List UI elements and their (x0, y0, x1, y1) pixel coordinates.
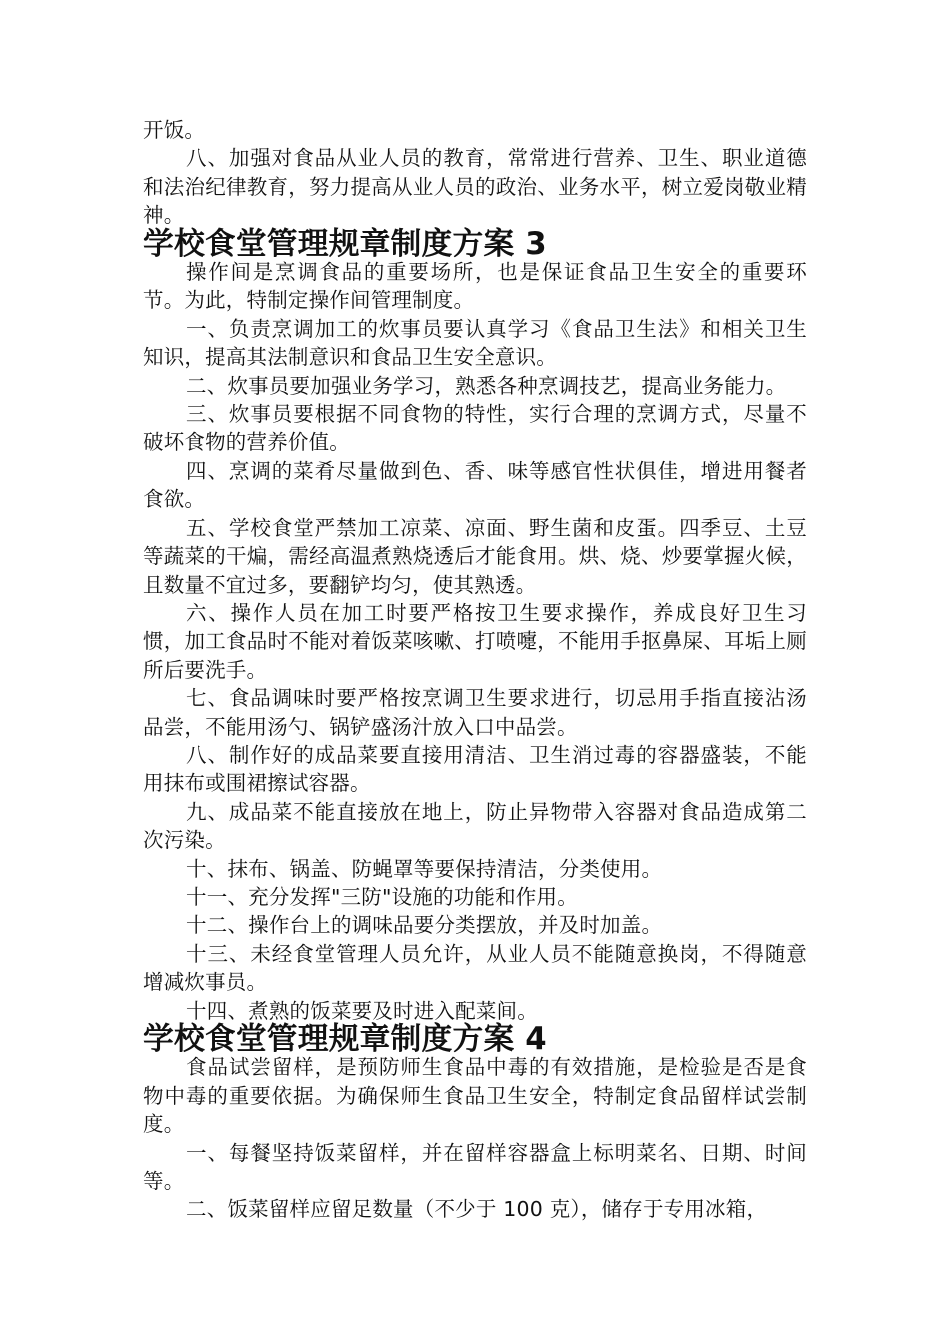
paragraph-continuation: 开饭。 (143, 118, 206, 142)
paragraph-item-5: 五、学校食堂严禁加工凉菜、凉面、野生菌和皮蛋。四季豆、土豆等蔬菜的干煸，需经高温煮熟烧透后才能食用。烘、烧、炒要掌握火候，且数量不宜过多，要翻铲均匀，使其熟透。 (143, 515, 807, 597)
paragraph-item-10: 十、抹布、锅盖、防蝇罩等要保持清洁，分类使用。 (186, 856, 663, 881)
section-heading-4: 学校食堂管理规章制度方案 4 (143, 1021, 547, 1057)
paragraph-item-7: 七、食品调味时要严格按烹调卫生要求进行，切忌用手指直接沾汤品尝，不能用汤勺、锅铲盛汤汁放入口中品尝。 (143, 686, 807, 739)
paragraph-item-2: 二、炊事员要加强业务学习，熟悉各种烹调技艺，提高业务能力。 (186, 373, 787, 398)
paragraph-item-14: 十四、煮熟的饭菜要及时进入配菜间。 (186, 998, 538, 1023)
paragraph-item-3: 三、炊事员要根据不同食物的特性，实行合理的烹调方式，尽量不破坏食物的营养价值。 (143, 402, 807, 455)
paragraph-item-13: 十三、未经食堂管理人员允许，从业人员不能随意换岗，不得随意增减炊事员。 (143, 941, 807, 995)
document-page (143, 116, 807, 1224)
paragraph-item-4: 四、烹调的菜肴尽量做到色、香、味等感官性状俱佳，增进用餐者食欲。 (143, 458, 807, 512)
paragraph-item-1: 一、负责烹调加工的炊事员要认真学习《食品卫生法》和相关卫生知识，提高其法制意识和食品卫生安全意识。 (143, 316, 807, 370)
paragraph-item-8-education: 八、加强对食品从业人员的教育，常常进行营养、卫生、职业道德和法治纪律教育，努力提高从业人员的政治、业务水平，树立爱岗敬业精神。 (143, 146, 807, 228)
paragraph-item-12: 十二、操作台上的调味品要分类摆放，并及时加盖。 (186, 913, 663, 938)
paragraph-item-8: 八、制作好的成品菜要直接用清洁、卫生消过毒的容器盛装，不能用抹布或围裙擦试容器。 (143, 742, 807, 796)
paragraph-item-9: 九、成品菜不能直接放在地上，防止异物带入容器对食品造成第二次污染。 (143, 799, 807, 853)
paragraph-item-11: 十一、充分发挥"三防"设施的功能和作用。 (186, 884, 578, 909)
paragraph-sample-item-2: 二、饭菜留样应留足数量（不少于 100 克），储存于专用冰箱， (186, 1197, 768, 1222)
section-heading-3: 学校食堂管理规章制度方案 3 (143, 225, 547, 262)
paragraph-sample-item-1: 一、每餐坚持饭菜留样，并在留样容器盒上标明菜名、日期、时间等。 (143, 1140, 807, 1194)
paragraph-intro-4: 食品试尝留样，是预防师生食品中毒的有效措施，是检验是否是食物中毒的重要依据。为确保师生食品卫生安全，特制定食品留样试尝制度。 (143, 1055, 807, 1137)
paragraph-item-6: 六、操作人员在加工时要严格按卫生要求操作，养成良好卫生习惯，加工食品时不能对着饭菜咳嗽、打喷嚏，不能用手抠鼻屎、耳垢上厕所后要洗手。 (143, 600, 807, 682)
paragraph-intro-3: 操作间是烹调食品的重要场所，也是保证食品卫生安全的重要环节。为此，特制定操作间管理制度。 (143, 260, 807, 313)
